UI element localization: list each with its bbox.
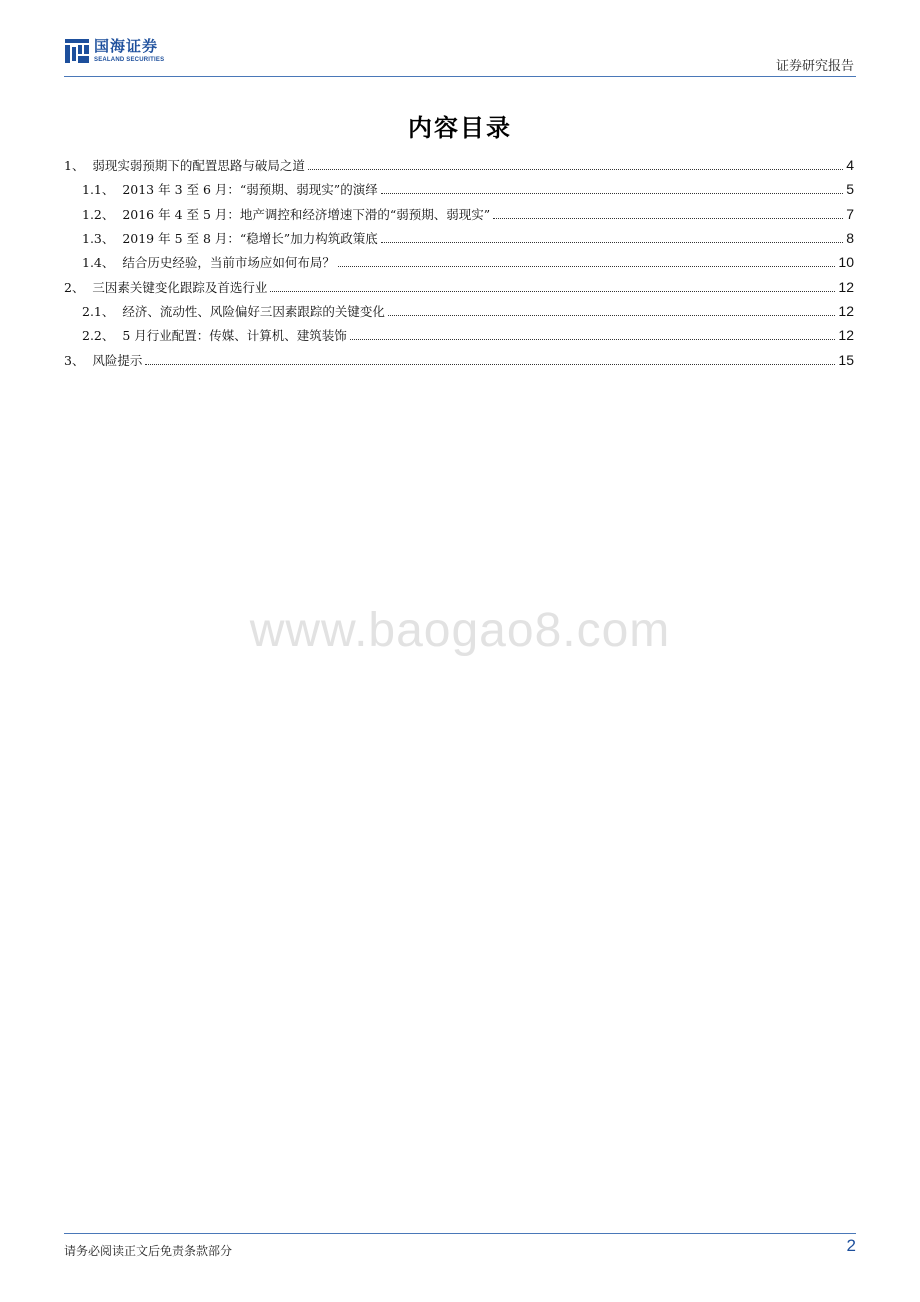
toc-entry[interactable]: [64, 299, 854, 323]
toc-entry-page: 4: [846, 157, 854, 174]
toc-entry-number: 1.3、: [82, 231, 123, 247]
toc-dot-leader: [493, 217, 843, 219]
toc-entry-title: 2019 年 5 至 8 月：“稳增长”加力构筑政策底: [122, 231, 378, 247]
toc-dot-leader: [338, 265, 836, 267]
toc-dot-leader: [388, 314, 836, 316]
toc-entry-page: 8: [846, 230, 854, 247]
header-divider: [64, 76, 856, 77]
toc-entry-number: 2、: [64, 279, 93, 295]
disclaimer-note: 请务必阅读正文后免责条款部分: [64, 1244, 233, 1258]
toc-entry-title: 2016 年 4 至 5 月：地产调控和经济增速下滑的“弱预期、弱现实”: [122, 206, 491, 222]
toc-entry-number: 2.2、: [82, 328, 123, 344]
sealand-logo-icon: [64, 38, 90, 64]
toc-entry-page: 10: [838, 254, 854, 271]
company-logo: [64, 38, 164, 64]
toc-dot-leader: [145, 363, 835, 365]
toc-entry[interactable]: [64, 177, 854, 201]
toc-entry-title: 2013 年 3 至 6 月：“弱预期、弱现实”的演绎: [122, 182, 378, 198]
toc-entry-title: 经济、流动性、风险偏好三因素跟踪的关键变化: [122, 303, 385, 319]
toc-entry-number: 1.4、: [82, 255, 123, 271]
toc-entry[interactable]: [64, 202, 854, 226]
toc-dot-leader: [381, 241, 844, 243]
toc-entry-page: 12: [838, 327, 854, 344]
logo-chinese-name: 国海证券: [94, 37, 159, 55]
toc-entry-page: 15: [838, 351, 854, 368]
toc-entry-page: 5: [846, 181, 854, 198]
toc-entry[interactable]: [64, 153, 854, 177]
toc-dot-leader: [381, 192, 844, 194]
toc-entry[interactable]: [64, 226, 854, 250]
toc-entry-page: 12: [838, 278, 854, 295]
toc-entry-title: 风险提示: [92, 352, 143, 368]
report-type-label: 证券研究报告: [775, 59, 854, 74]
toc-entry-number: 1.2、: [82, 206, 123, 222]
toc-dot-leader: [308, 168, 843, 170]
toc-dot-leader: [350, 338, 836, 340]
logo-english-name: SEALAND SECURITIES: [94, 57, 165, 63]
toc-entry-title: 三因素关键变化跟踪及首选行业: [92, 279, 268, 295]
toc-entry[interactable]: [64, 274, 854, 298]
toc-entry[interactable]: [64, 347, 854, 371]
toc-title: 内容目录: [408, 114, 512, 142]
page-number: 2: [846, 1236, 856, 1255]
toc-entry-page: 12: [838, 302, 854, 319]
toc-entry-title: 5 月行业配置：传媒、计算机、建筑装饰: [122, 328, 347, 344]
logo-text: [94, 39, 164, 63]
toc-dot-leader: [270, 290, 835, 292]
page-header: [64, 36, 856, 78]
table-of-contents: [64, 153, 854, 372]
toc-entry-title: 结合历史经验，当前市场应如何布局？: [122, 255, 335, 271]
toc-entry[interactable]: [64, 323, 854, 347]
toc-entry[interactable]: [64, 250, 854, 274]
watermark: www.baogao8.com: [249, 604, 671, 657]
toc-entry-title: 弱现实弱预期下的配置思路与破局之道: [92, 158, 305, 174]
footer-divider: [64, 1233, 856, 1234]
toc-entry-page: 7: [846, 205, 854, 222]
toc-entry-number: 3、: [64, 352, 93, 368]
toc-entry-number: 1.1、: [82, 182, 123, 198]
toc-entry-number: 2.1、: [82, 303, 123, 319]
toc-entry-number: 1、: [64, 158, 93, 174]
